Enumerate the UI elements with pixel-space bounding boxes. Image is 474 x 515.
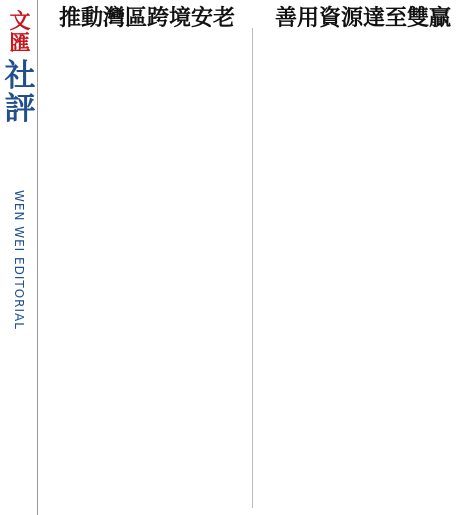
article-left bbox=[42, 0, 252, 515]
article-left-headline: 推動灣區跨境安老 bbox=[58, 5, 235, 31]
column-divider bbox=[252, 28, 253, 508]
article-right-headline: 善用資源達至雙贏 bbox=[274, 5, 451, 31]
masthead-paper-name: 文匯 bbox=[9, 8, 31, 55]
masthead-section-name: 社評 bbox=[4, 58, 36, 127]
section-english-label bbox=[2, 190, 36, 425]
article-left-body bbox=[42, 44, 252, 509]
section-english-text: WEN WEI EDITORIAL bbox=[12, 190, 26, 330]
editorial-sidebar bbox=[0, 0, 38, 515]
article-right-body bbox=[256, 44, 470, 509]
sidebar-divider bbox=[37, 0, 38, 515]
article-right bbox=[256, 0, 470, 515]
